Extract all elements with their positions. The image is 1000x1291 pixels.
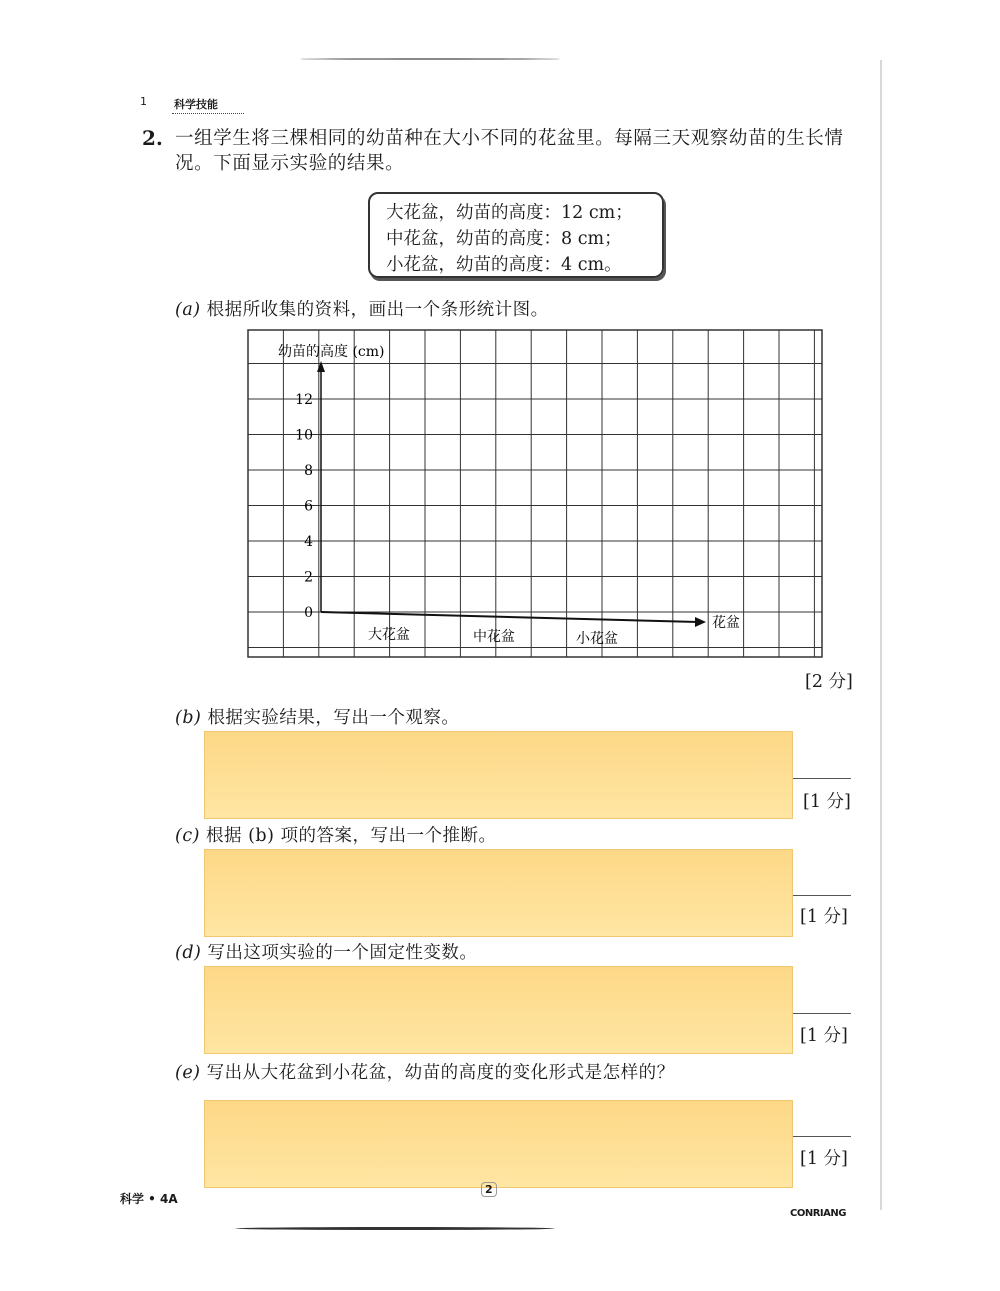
answer-box-c[interactable] [204, 849, 793, 937]
y-tick-label: 4 [304, 534, 313, 550]
x-axis-label: 花盆 [712, 615, 740, 631]
part-c [175, 822, 497, 847]
answer-box-b[interactable] [204, 731, 793, 819]
grid-border [248, 330, 822, 657]
y-tick-label: 6 [304, 498, 313, 515]
part-e-marks: [1 分] [800, 1149, 848, 1169]
y-tick-label: 2 [304, 569, 313, 586]
part-c-text: 根据 (b) 项的答案，写出一个推断。 [206, 826, 497, 846]
category-large-pot: 大花盆 [368, 627, 410, 643]
x-axis-arrow-icon [695, 617, 706, 627]
page-number: 2 [481, 1182, 497, 1197]
answer-line-c [793, 895, 851, 896]
answer-box-e[interactable] [204, 1100, 793, 1188]
y-axis-label: 幼苗的高度 (cm) [278, 344, 385, 360]
footer-subject: 科学 • 4A [120, 1192, 178, 1206]
part-a-marks: [2 分] [805, 672, 853, 692]
part-e-text: 写出从大花盆到小花盆，幼苗的高度的变化形式是怎样的？ [206, 1063, 675, 1083]
part-a-text: 根据所收集的资料，画出一个条形统计图。 [206, 300, 549, 320]
chapter-number: 1 [140, 95, 147, 108]
part-d-text: 写出这项实验的一个固定性变数。 [207, 943, 478, 963]
part-a-label: (a) [175, 300, 201, 320]
part-b [175, 704, 459, 729]
result-small-pot: 小花盆，幼苗的高度：4 cm。 [386, 255, 622, 275]
y-tick-label: 12 [295, 392, 313, 408]
category-medium-pot: 中花盆 [473, 629, 515, 645]
part-b-marks: [1 分] [803, 792, 851, 812]
header-divider [172, 113, 244, 114]
answer-line-e [793, 1136, 851, 1137]
part-b-text: 根据实验结果，写出一个观察。 [207, 708, 460, 728]
question-text: 一组学生将三棵相同的幼苗种在大小不同的花盆里。每隔三天观察幼苗的生长情况。下面显示实验的结果。 [175, 128, 844, 174]
question-number: 2. [142, 126, 163, 150]
bar-chart-grid [240, 325, 840, 665]
part-a [175, 296, 549, 321]
scan-edge-bottom [235, 1227, 555, 1230]
answer-line-b [793, 778, 851, 779]
y-tick-label: 10 [295, 427, 313, 444]
scan-edge-right [880, 60, 882, 1210]
part-c-marks: [1 分] [800, 907, 848, 927]
part-e-label: (e) [175, 1063, 201, 1083]
chapter-title: 科学技能 [174, 98, 218, 111]
answer-line-d [793, 1013, 851, 1014]
results-box [368, 192, 664, 278]
part-e [175, 1059, 675, 1084]
part-d-label: (d) [175, 943, 202, 963]
result-large-pot: 大花盆，幼苗的高度：12 cm； [386, 203, 633, 223]
x-axis [321, 612, 698, 622]
category-small-pot: 小花盆 [576, 631, 618, 647]
y-axis-arrow-icon [317, 361, 325, 372]
result-medium-pot: 中花盆，幼苗的高度：8 cm； [386, 229, 622, 249]
part-b-label: (b) [175, 708, 202, 728]
grid-lines [248, 330, 822, 657]
part-d-marks: [1 分] [800, 1026, 848, 1046]
part-c-label: (c) [175, 826, 200, 846]
y-tick-label: 0 [304, 605, 313, 621]
answer-box-d[interactable] [204, 966, 793, 1054]
part-d [175, 939, 477, 964]
y-tick-label: 8 [304, 463, 313, 479]
publisher-logo: CONRIANG [790, 1208, 846, 1219]
scan-edge-top [300, 58, 560, 60]
